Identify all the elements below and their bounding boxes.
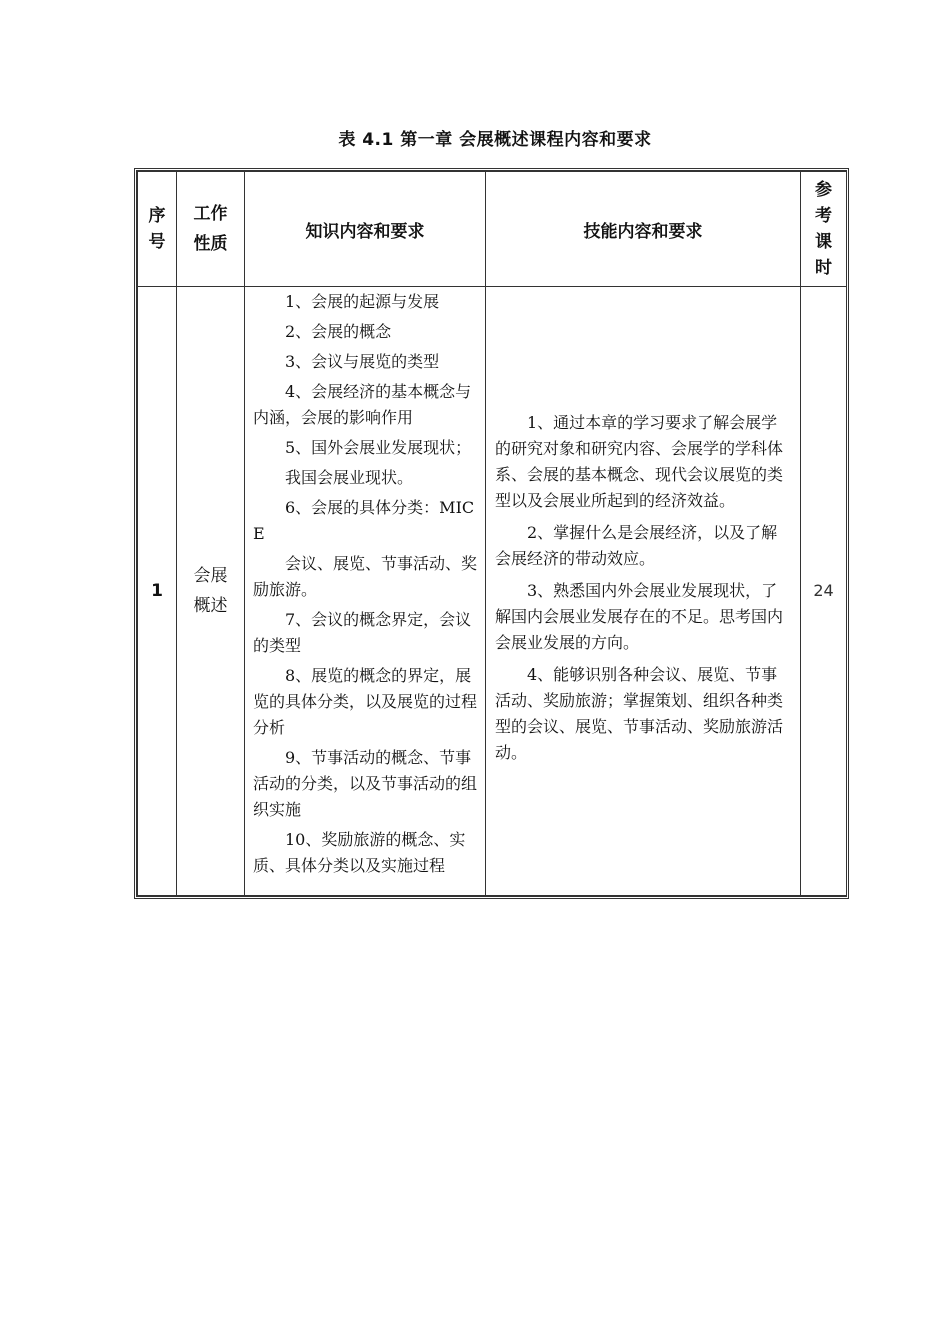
knowledge-item: 8、展览的概念的界定，展览的具体分类，以及展览的过程分析 (253, 666, 478, 737)
header-hours-char: 参 (815, 180, 832, 200)
knowledge-item: 3、会议与展览的类型 (285, 352, 440, 371)
table-row (138, 287, 847, 896)
skills-item: 3、熟悉国内外会展业发展现状，了解国内会展业发展存在的不足。思考国内会展业发展的方向。 (495, 581, 784, 652)
skills-item: 4、能够识别各种会议、展览、节事活动、奖励旅游；掌握策划、组织各种类型的会议、展览、节事活动、奖励旅游活动。 (495, 665, 784, 762)
skills-item: 2、掌握什么是会展经济，以及了解会展经济的带动效应。 (495, 523, 778, 568)
knowledge-item: 9、节事活动的概念、节事活动的分类，以及节事活动的组织实施 (253, 748, 478, 819)
header-nature-line: 性质 (193, 234, 228, 254)
knowledge-item: 1、会展的起源与发展 (285, 292, 440, 311)
knowledge-item: 5、国外会展业发展现状； (285, 438, 472, 457)
seq-value: 1 (151, 581, 163, 601)
header-knowledge: 知识内容和要求 (245, 172, 486, 287)
knowledge-cell (245, 287, 486, 896)
knowledge-item: 6、会展的具体分类：MICE (253, 498, 475, 543)
nature-line: 概述 (193, 596, 228, 616)
header-hours (801, 172, 847, 287)
header-seq-char: 序 (148, 206, 166, 226)
header-hours-char: 课 (815, 232, 832, 252)
knowledge-item: 我国会展业现状。 (285, 468, 414, 487)
hours-value: 24 (813, 581, 834, 600)
knowledge-item: 2、会展的概念 (285, 322, 392, 341)
knowledge-item: 4、会展经济的基本概念与内涵，会展的影响作用 (253, 382, 472, 427)
header-nature (177, 172, 245, 287)
skills-item: 1、通过本章的学习要求了解会展学的研究对象和研究内容、会展学的学科体系、会展的基本概念、现代会议展览的类型以及会展业所起到的经济效益。 (495, 413, 784, 510)
header-hours-char: 时 (815, 258, 832, 278)
hours-cell (801, 287, 847, 896)
seq-cell (138, 287, 177, 896)
nature-line: 会展 (193, 566, 228, 586)
header-nature-line: 工作 (193, 204, 228, 224)
knowledge-item: 7、会议的概念界定，会议的类型 (253, 610, 472, 655)
header-skills: 技能内容和要求 (486, 172, 801, 287)
header-seq (138, 172, 177, 287)
nature-cell (177, 287, 245, 896)
skills-cell (486, 287, 801, 896)
knowledge-item: 10、奖励旅游的概念、实质、具体分类以及实施过程 (253, 830, 466, 875)
table-caption: 表 4.1 第一章 会展概述课程内容和要求 (338, 130, 652, 150)
course-table (134, 168, 849, 899)
header-row (138, 172, 847, 287)
header-hours-char: 考 (815, 206, 832, 226)
header-seq-char: 号 (148, 232, 166, 252)
knowledge-item: 会议、展览、节事活动、奖励旅游。 (253, 554, 478, 599)
